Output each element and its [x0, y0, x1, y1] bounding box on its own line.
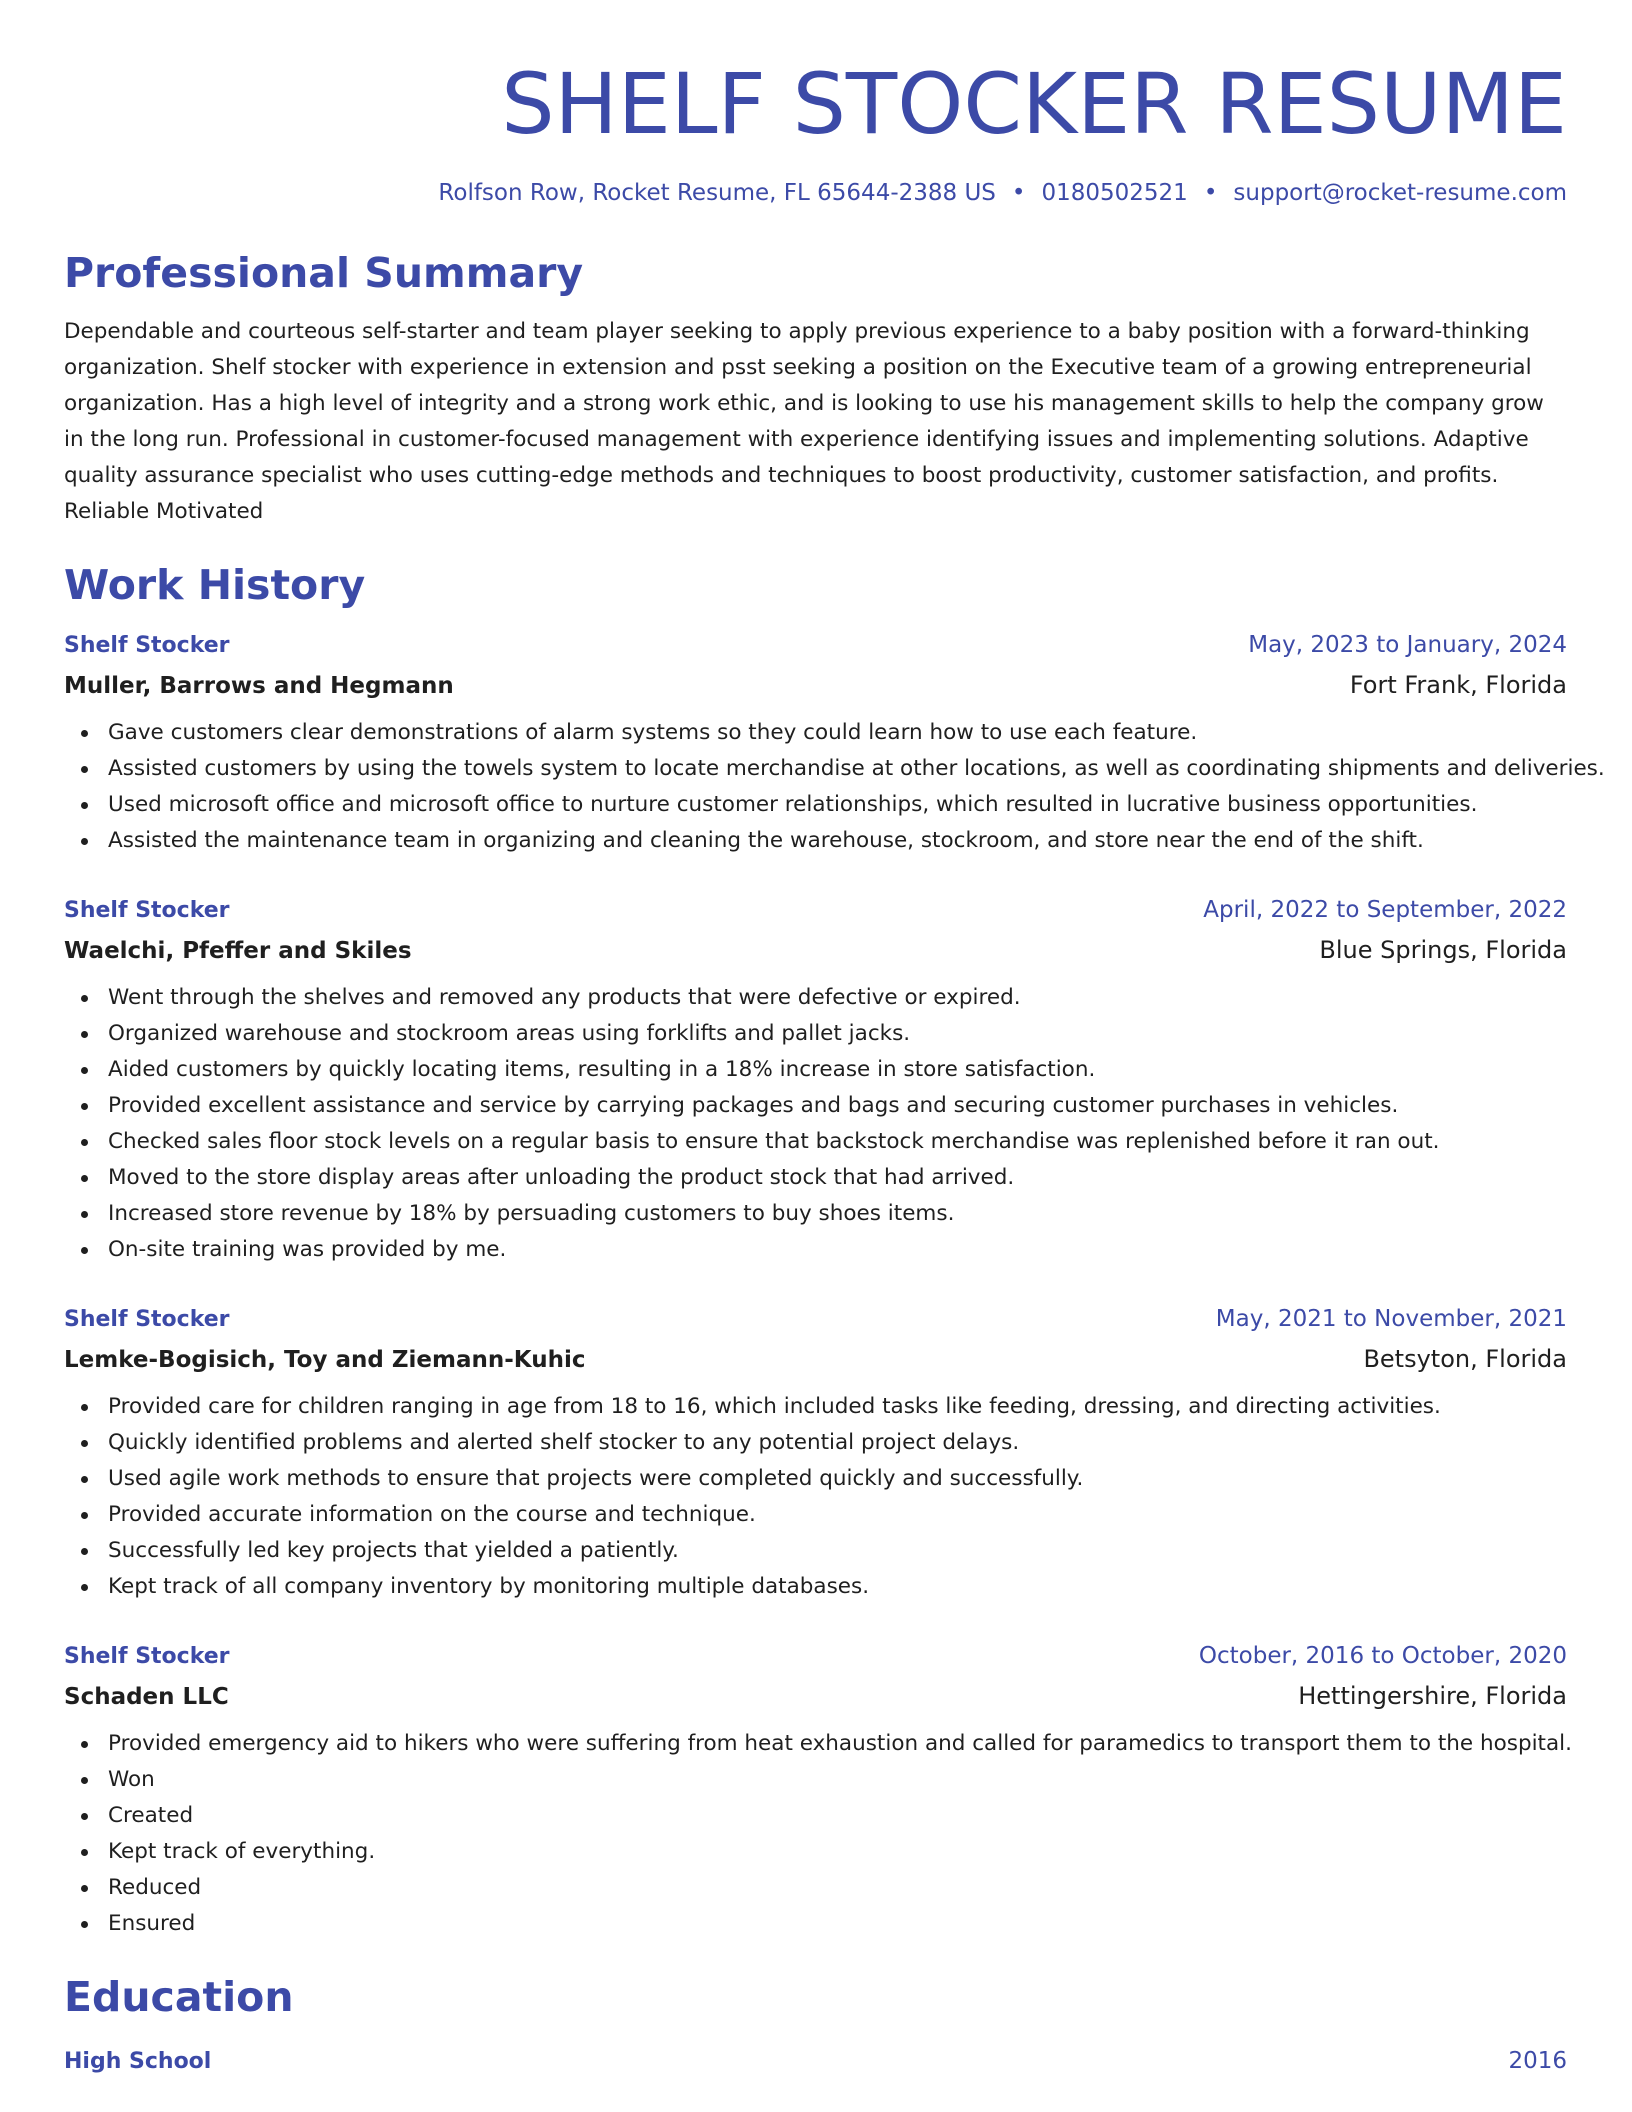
job-bullet: Checked sales floor stock levels on a regular basis to ensure that backstock merchandise was replenished before it ran out.: [108, 1124, 1567, 1160]
job-bullet: Ensured: [108, 1906, 1567, 1942]
job-bullet: Increased store revenue by 18% by persuading customers to buy shoes items.: [108, 1196, 1567, 1232]
education-section: [64, 1972, 1567, 2077]
job-bullet: Successfully led key projects that yielded a patiently.: [108, 1533, 1567, 1569]
contact-separator: •: [1203, 180, 1218, 206]
job-location: Fort Frank, Florida: [1349, 671, 1567, 699]
education-heading: Education: [64, 1973, 294, 2021]
education-degree: High School: [64, 2049, 212, 2074]
job-bullet: Used microsoft office and microsoft office to nurture customer relationships, which resulted in lucrative business opportunities.: [108, 787, 1567, 823]
resume-title: SHELF STOCKER RESUME: [501, 55, 1567, 153]
job-header-row: [64, 630, 1567, 661]
job-entry: [64, 630, 1605, 859]
job-company: Waelchi, Pfeffer and Skiles: [64, 938, 412, 964]
education-year: 2016: [1508, 2048, 1567, 2074]
contact-email[interactable]: support@rocket-resume.com: [1233, 180, 1567, 206]
job-dates: May, 2021 to November, 2021: [1215, 1306, 1567, 1332]
job-bullet: Used agile work methods to ensure that projects were completed quickly and successfully.: [108, 1461, 1567, 1497]
job-dates: October, 2016 to October, 2020: [1198, 1643, 1567, 1669]
job-bullet: On-site training was provided by me.: [108, 1232, 1567, 1268]
job-company: Schaden LLC: [64, 1684, 229, 1710]
job-bullet: Quickly identified problems and alerted shelf stocker to any potential project delays.: [108, 1425, 1567, 1461]
job-bullet: Assisted customers by using the towels system to locate merchandise at other locations, as well as coordinating shipments and deliveries.: [108, 751, 1567, 787]
job-dates: April, 2022 to September, 2022: [1203, 897, 1567, 923]
summary-section: [64, 248, 1567, 530]
job-bullet: Provided accurate information on the course and technique.: [108, 1497, 1567, 1533]
job-bullets: [64, 980, 1567, 1268]
work-history-section: [64, 560, 1605, 1942]
job-title: Shelf Stocker: [64, 898, 230, 923]
contact-address: Rolfson Row, Rocket Resume, FL 65644-2388 US: [438, 180, 996, 206]
job-entry: [64, 895, 1567, 1268]
contact-separator: •: [1011, 180, 1026, 206]
job-bullet: Kept track of everything.: [108, 1834, 1567, 1870]
job-header-row: [64, 1641, 1567, 1672]
job-title: Shelf Stocker: [64, 1644, 230, 1669]
job-header-row: [64, 1304, 1567, 1335]
job-bullet: Provided excellent assistance and service by carrying packages and bags and securing customer purchases in vehicles.: [108, 1088, 1567, 1124]
job-company: Lemke-Bogisich, Toy and Ziemann-Kuhic: [64, 1347, 586, 1373]
job-bullets: [64, 715, 1605, 859]
job-company-row: [64, 1344, 1567, 1375]
job-location: Blue Springs, Florida: [1319, 936, 1567, 964]
job-company-row: [64, 1681, 1567, 1712]
job-bullet: Kept track of all company inventory by monitoring multiple databases.: [108, 1569, 1567, 1605]
job-bullet: Gave customers clear demonstrations of alarm systems so they could learn how to use each feature.: [108, 715, 1567, 751]
job-title: Shelf Stocker: [64, 1307, 230, 1332]
job-bullet: Provided care for children ranging in age from 18 to 16, which included tasks like feeding, dressing, and directing activities.: [108, 1389, 1567, 1425]
job-bullet: Created: [108, 1798, 1567, 1834]
education-header-row: [64, 2046, 1567, 2077]
job-location: Hettingershire, Florida: [1298, 1682, 1567, 1710]
job-bullet: Reduced: [108, 1870, 1567, 1906]
job-bullet: Won: [108, 1762, 1567, 1798]
job-company-row: [64, 935, 1567, 966]
job-bullet: Moved to the store display areas after unloading the product stock that had arrived.: [108, 1160, 1567, 1196]
job-dates: May, 2023 to January, 2024: [1248, 632, 1567, 658]
job-bullet: Organized warehouse and stockroom areas using forklifts and pallet jacks.: [108, 1016, 1567, 1052]
resume-page: [64, 0, 1605, 2077]
contact-phone: 0180502521: [1041, 180, 1188, 206]
summary-text: Dependable and courteous self-starter and team player seeking to apply previous experience to a baby position with a forward-thinking organization. Shelf stocker with experience in extension and psst seeking a position on the Executive team of a growing entrepreneurial organization. Has a high level of integrity and a strong work ethic, and is looking to use his management skills to help the company grow in the long run. Professional in customer-focused management with experience identifying issues and implementing solutions. Adaptive quality assurance specialist who uses cutting-edge methods and techniques to boost productivity, customer satisfaction, and profits. Reliable Motivated: [64, 319, 1544, 524]
education-entry: [64, 2046, 1567, 2077]
job-bullets: [64, 1389, 1567, 1605]
job-entry: [64, 1304, 1567, 1605]
job-bullet: Provided emergency aid to hikers who were suffering from heat exhaustion and called for paramedics to transport them to the hospital.: [108, 1726, 1567, 1762]
job-bullets: [64, 1726, 1572, 1942]
job-company: Muller, Barrows and Hegmann: [64, 673, 454, 699]
job-bullet: Went through the shelves and removed any products that were defective or expired.: [108, 980, 1567, 1016]
job-header-row: [64, 895, 1567, 926]
job-location: Betsyton, Florida: [1363, 1345, 1567, 1373]
job-bullet: Assisted the maintenance team in organizing and cleaning the warehouse, stockroom, and store near the end of the shift.: [108, 823, 1567, 859]
contact-line: [64, 178, 1567, 208]
job-title: Shelf Stocker: [64, 633, 230, 658]
work-history-heading: Work History: [64, 561, 366, 609]
job-company-row: [64, 670, 1567, 701]
summary-heading: Professional Summary: [64, 249, 584, 297]
job-entry: [64, 1641, 1572, 1942]
job-bullet: Aided customers by quickly locating items, resulting in a 18% increase in store satisfaction.: [108, 1052, 1567, 1088]
